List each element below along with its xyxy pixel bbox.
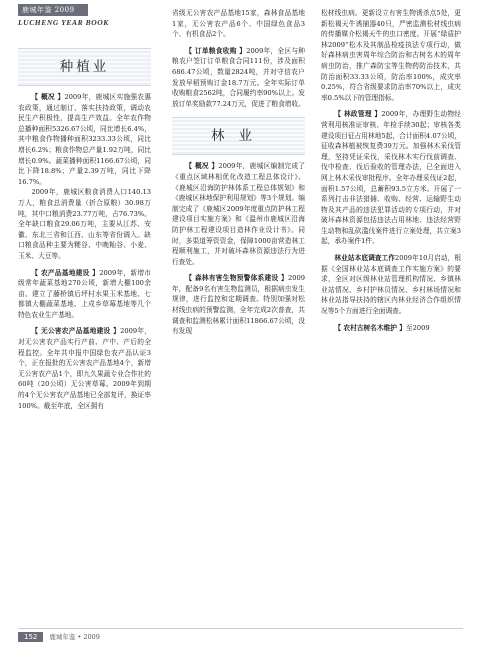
paragraph bbox=[172, 161, 305, 267]
paragraph-text: 2009年，鹿城区粮食消费人口140.13万人，粮食总消费量（折合原粮）30.98万吨，其中口粮消费23.77万吨，占76.73%。全年缺口粮食29.06万吨，主要从江苏、安徽、东北三省和江西、山东等省份调入。缺口粮食品种主要为粳谷、中晚籼谷、小麦、玉米、大豆等。 bbox=[18, 188, 151, 260]
paragraph-text: 至2009 bbox=[405, 323, 430, 332]
column-1 bbox=[18, 48, 151, 411]
paragraph-text: 省级无公害农产品基地15家，森林食品基地1家，无公害农产品6个、中国绿色食品3个、有机食品2个。 bbox=[172, 9, 305, 39]
paragraph-keyword: 【 订单粮食收购 】 bbox=[185, 46, 247, 55]
paragraph-keyword: 【 无公害农产品基地建设 】 bbox=[31, 327, 121, 336]
paragraph-text: 2009年，全区与种粮农户签订订单粮食合同111份，涉及面积686.47公顷，数量2824吨，并对守信农户发放早稻预购订金18.7万元。全年实际订单收购粮食2562吨，合同履约率90%以上。发放订单奖励款77.24万元，促进了粮食增收。 bbox=[172, 46, 305, 108]
page-number: 152 bbox=[18, 632, 43, 642]
paragraph-text: 2009年，新增市级常年蔬菜基地270公顷，新增大棚100余亩。建立了藤桥镇后坪村水果玉米基地、七都镇大棚蔬菜基地、上戍乡草莓基地等几个特色农业生产基地。 bbox=[18, 268, 152, 319]
paragraph-keyword: 林业站本底调查工作 bbox=[334, 254, 396, 263]
paragraph bbox=[18, 92, 151, 187]
paragraph-keyword: 【 森林有害生物预警体系建设 】 bbox=[185, 274, 288, 283]
header-title-bar: 鹿城年鉴 2009 bbox=[18, 4, 88, 16]
paragraph-keyword: 【 概况 】 bbox=[185, 162, 219, 171]
paragraph-text: 2009年，办理野生动物经营利用核准证审核、年检手续30起；审核各类建设项目征占用林地5起，合计面积4.07公顷，征收森林植被恢复费39万元。加强林木采伐管理，坚持凭证采伐，采伐林木实行伐前调查、伐中检查、伐后验收的管理办法，已全面进入网上林木采伐审批程序。全年办理采伐证2起，面积1.57公顷，总蓄积93.5立方米。开展了一系列打击非法猎捕、收购、经营、运输野生动物及其产品的违法犯罪活动的专项行动，并对破坏森林资源包括违法占用林地、违法经营野生动物和乱砍滥伐案件进行立案处理，共立案3起，承办案件1件。 bbox=[321, 110, 461, 246]
paragraph-text: 2009年，配备9名有害生物监测员，根据病虫发生规律，进行监控和定期调查。特别加强对松材线虫病的预警监测，全年完成2次普查，共调查和监测松林累计面积11866.67公顷，没有发现 bbox=[172, 274, 305, 336]
column-2 bbox=[172, 8, 305, 337]
paragraph bbox=[18, 268, 151, 321]
page-header bbox=[18, 4, 148, 44]
paragraph bbox=[321, 8, 461, 103]
paragraph bbox=[172, 8, 305, 40]
paragraph bbox=[18, 326, 151, 411]
paragraph-text: 2009年，鹿城区实施强农惠农政策，通过制订、落实扶持政策，调动农民生产积极性，提高生产效益。全年农作物总播种面积5326.67公顷，同比增长6.4%，其中粮食作物播种面积3233.33公顷，同比增长6.2%；粮食作物总产量1.92万吨，同比增长0.9%。蔬菜播种面积1166.67公顷，同比下降18.8%；产量2.39万吨，同比下降16.7%。 bbox=[18, 93, 152, 186]
paragraph bbox=[18, 187, 151, 261]
paragraph bbox=[321, 323, 461, 334]
paragraph-text: 2009年10月启动，根据《全国林业站本底调查工作实施方案》的要求，全区对区级林业站管理机构情况、乡镇林业站情况、乡村护林员情况、乡村林场情况和林业站指导扶持的辖区内林业经济合作组织情况等5个方面进行全面调查。 bbox=[321, 254, 462, 316]
paragraph bbox=[172, 46, 305, 110]
header-subtitle: LUCHENG YEAR BOOK bbox=[18, 18, 109, 27]
paragraph-text: 2009年，鹿城区编制完成了《重点区域林相优化改造工程总体设计》、《鹿城区沿海防护林体系工程总体规划》和《鹿城区林地保护利用规划》等3个规划。编制完成了《鹿城区2009年度重点防护林工程建设项目实施方案》和《温州市鹿城区沿海防护林工程建设项目造林作业设计书》。同时，多渠道筹资资金，保障1000亩营造林工程顺利施工，并对破坏森林资源违法行为进行查处。 bbox=[172, 162, 306, 266]
paragraph-keyword: 【 农产品基地建设 】 bbox=[31, 268, 100, 277]
paragraph-keyword: 【 农村古树名木维护 】 bbox=[334, 323, 406, 332]
paragraph-text: 松材线虫病。更新设立有害生物诱杀点5处，更新松褐天牛诱捕器40只，严密监测松材线虫病的传播媒介松褐天牛的虫口密度。开展“绿盾护林2009”松木及其制品检疫执法专项行动，做好森林病虫害周年综合防治和古树名木的周年病虫防治，推广森防宝等生物药防治技术，共防治面积33.33公顷，防治率100%，成灾率0.25%，符合省级要求防治率70%以上，成灾率0.5%以下的管理指标。 bbox=[321, 9, 461, 102]
footer-text: 鹿城年鉴 • 2009 bbox=[49, 633, 100, 641]
paragraph-keyword: 【 概况 】 bbox=[31, 93, 65, 101]
paragraph-keyword: 【 林政管理 】 bbox=[334, 110, 382, 119]
paragraph bbox=[321, 253, 461, 317]
section-title-forestry: 林业 bbox=[172, 117, 305, 155]
paragraph bbox=[172, 273, 305, 337]
section-title-planting: 种植业 bbox=[18, 48, 151, 86]
paragraph-text: 2009年，对无公害农产品实行产前、产中、产后的全程监控。全年共申报中国绿色农产品认证3个，正在报批的无公害农产品基地4个，新增无公害农产品1个，即九久果蔬专业合作社的60吨（20公顷）无公害草莓。2009年到期的4个无公害农产品基地已全部复评，换证率100%。截至年底，全区拥有 bbox=[18, 327, 151, 410]
page-footer bbox=[18, 628, 463, 644]
column-3 bbox=[321, 8, 461, 333]
paragraph bbox=[321, 109, 461, 247]
